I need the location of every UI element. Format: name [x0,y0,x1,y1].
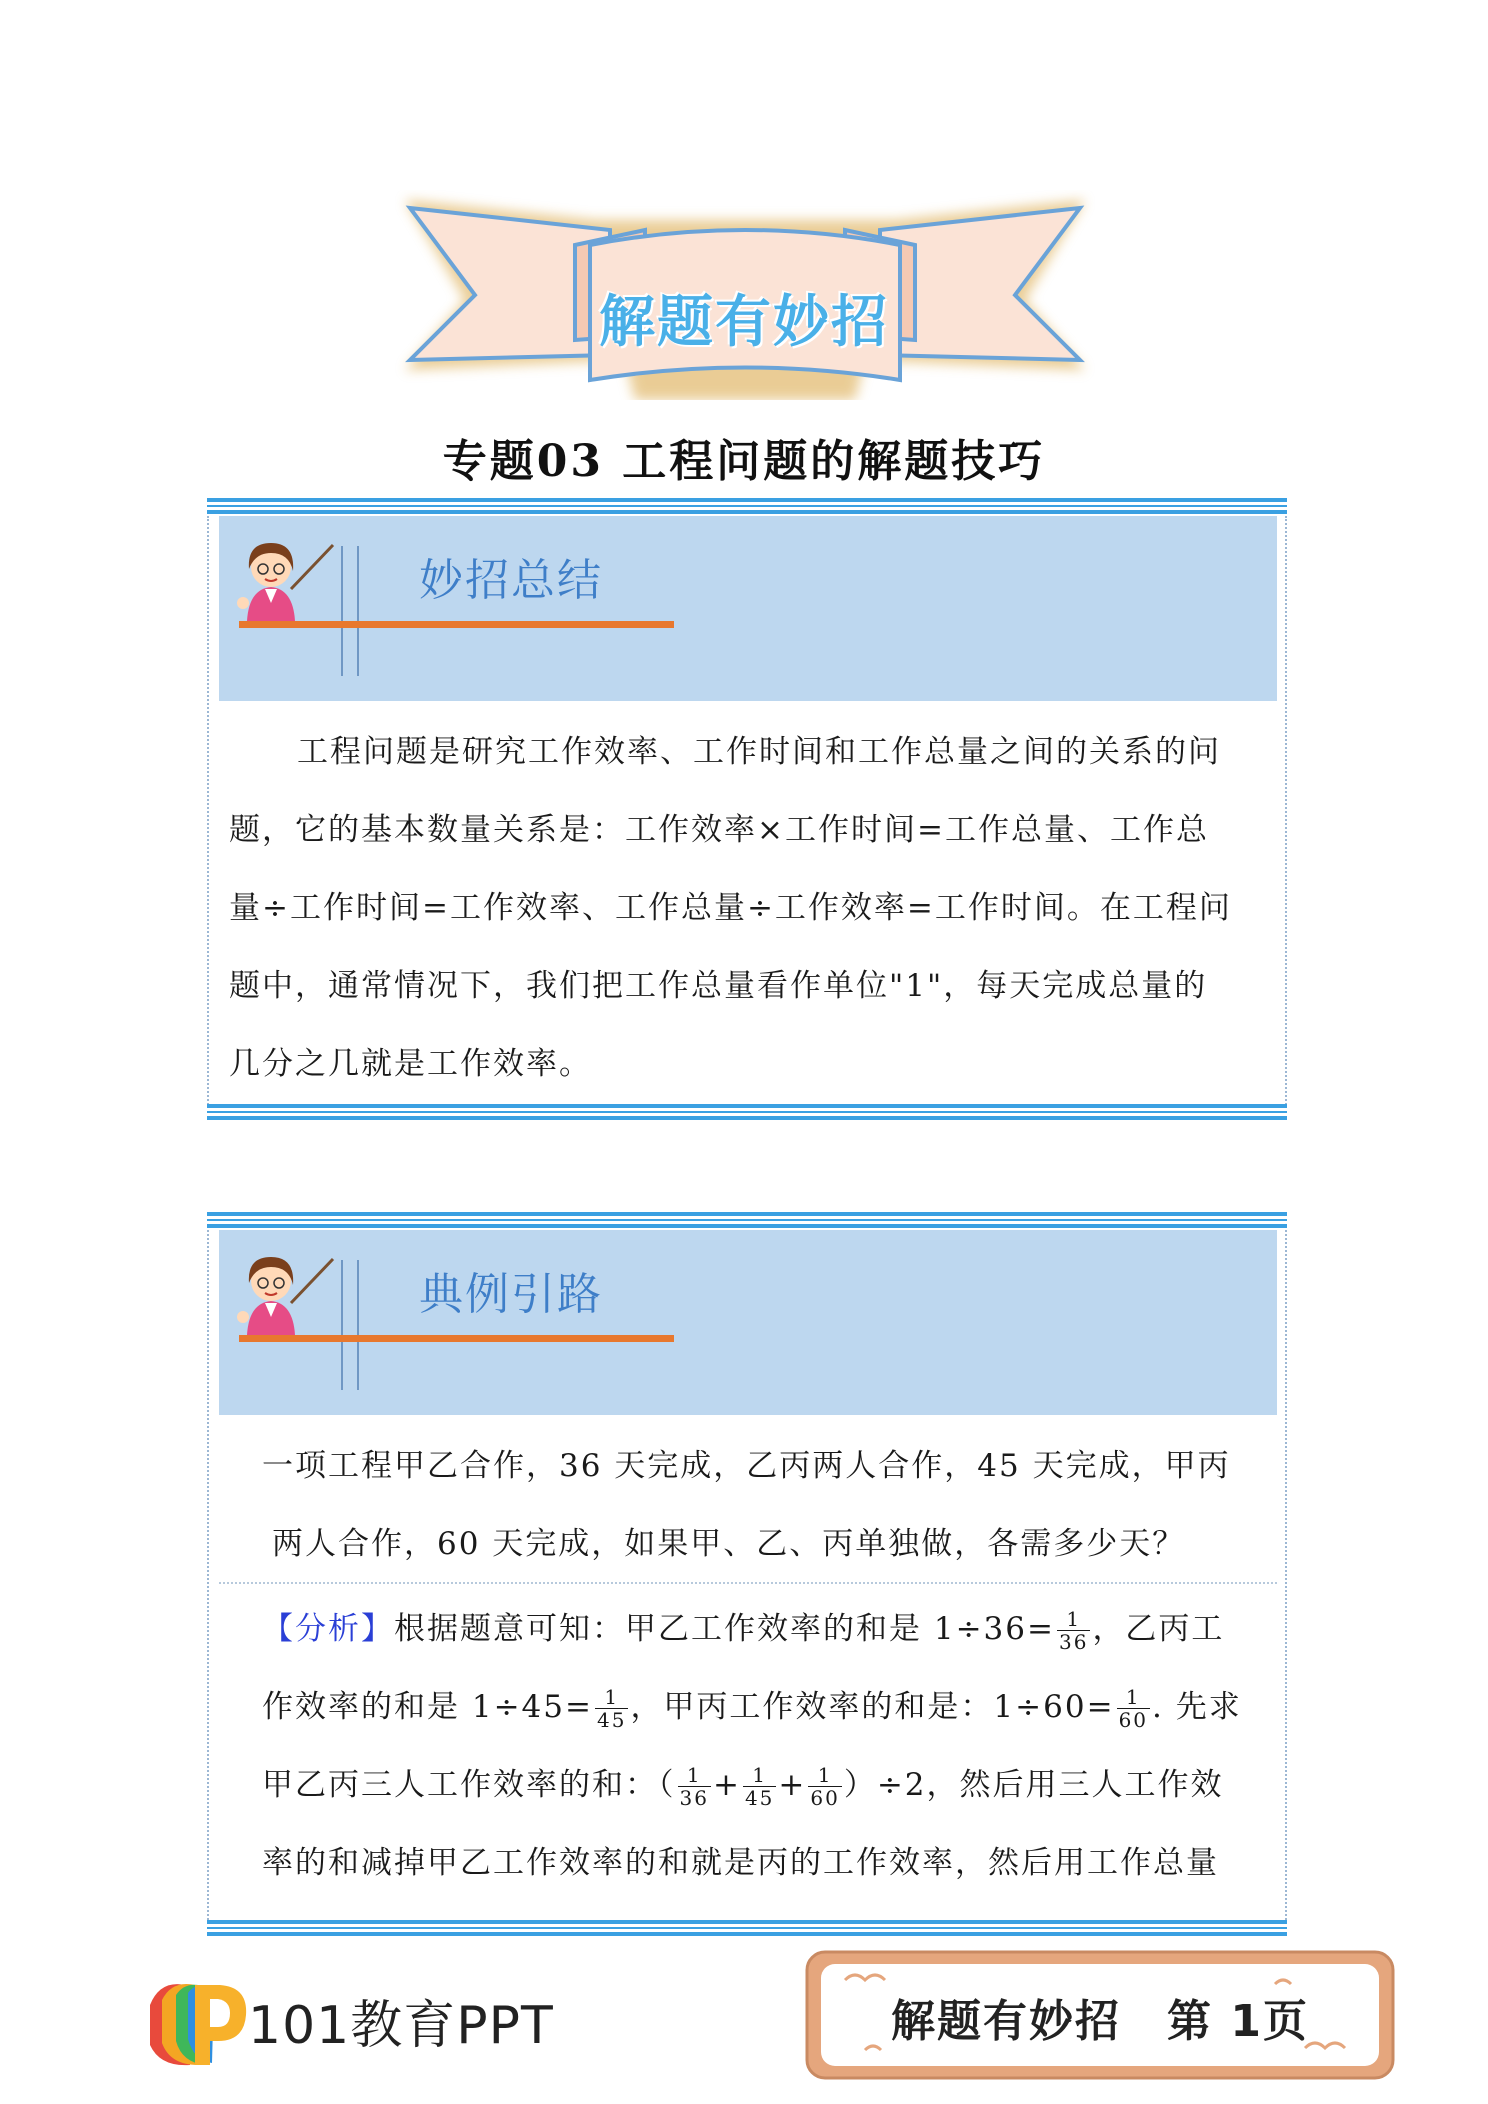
left-border [207,1230,219,1920]
fraction: $\frac{1}{45}$ [596,1685,627,1732]
heading-underline [239,1335,674,1342]
fraction: $\frac{1}{60}$ [810,1763,840,1810]
fraction: $\frac{1}{45}$ [744,1763,775,1810]
summary-line: 题中，通常情况下，我们把工作总量看作单位"1"，每天完成总量的 [229,968,1208,1004]
analysis-line-3: 甲乙丙三人工作效率的和：（ $\frac{1}{36}$ + $\frac{1}{45}$ + $\frac{1}{60}$ ）÷2，然后用三人工作效 [262,1763,1224,1810]
banner-title: 解题有妙招 [599,290,889,355]
summary-line: 工程问题是研究工作效率、工作时间和工作总量之间的关系的问 [297,734,1221,770]
example-heading: 典例引路 [419,1269,603,1320]
header-divider [341,1260,359,1390]
question-line: 两人合作，60 天完成，如果甲、乙、丙单独做，各需多少天？ [272,1526,1186,1562]
question-line: 一项工程甲乙合作，36 天完成，乙丙两人合作，45 天完成，甲丙 [262,1448,1231,1484]
teacher-icon [229,1245,339,1335]
topic-title: 专题03 工程问题的解题技巧 [442,436,1046,487]
summary-heading: 妙招总结 [419,555,603,606]
example-question [262,1427,1272,1583]
footer-page-label: 解题有妙招 第 1页 [891,1996,1309,2047]
top-rule [207,1212,1287,1232]
example-section [207,1212,1287,1942]
analysis-paragraph [262,1590,1272,1902]
summary-line: 几分之几就是工作效率。 [229,1046,592,1082]
left-border [207,516,219,1108]
summary-line: 题，它的基本数量关系是：工作效率×工作时间=工作总量、工作总 [229,812,1209,848]
summary-section [207,498,1287,1126]
fraction: $\frac{1}{60}$ [1118,1685,1149,1732]
summary-header [219,516,1277,701]
bottom-rule [207,1104,1287,1124]
analysis-line-1: 【分析】根据题意可知：甲乙工作效率的和是 1÷36= $\frac{1}{36}$ ，乙丙工 [262,1607,1225,1654]
fraction: $\frac{1}{36}$ [1058,1607,1089,1654]
heading-underline [239,621,674,628]
header-divider [341,546,359,676]
brand-name: 101教育PPT [248,1996,554,2056]
brand-logo-icon [140,1975,250,2070]
analysis-label: 【分析】 [262,1611,394,1647]
bottom-rule [207,1920,1287,1940]
example-header [219,1230,1277,1415]
top-rule [207,498,1287,518]
question-divider [219,1582,1277,1584]
summary-line: 量÷工作时间=工作效率、工作总量÷工作效率=工作时间。在工程问 [229,890,1232,926]
fraction: $\frac{1}{36}$ [679,1763,709,1810]
analysis-line-2: 作效率的和是 1÷45= $\frac{1}{45}$ ，甲丙工作效率的和是：1÷60= $\frac{1}{60}$ . 先求 [262,1685,1242,1732]
summary-paragraph [229,713,1269,1103]
analysis-line-4: 率的和减掉甲乙工作效率的和就是丙的工作效率，然后用工作总量 [262,1845,1219,1881]
teacher-icon [229,531,339,621]
